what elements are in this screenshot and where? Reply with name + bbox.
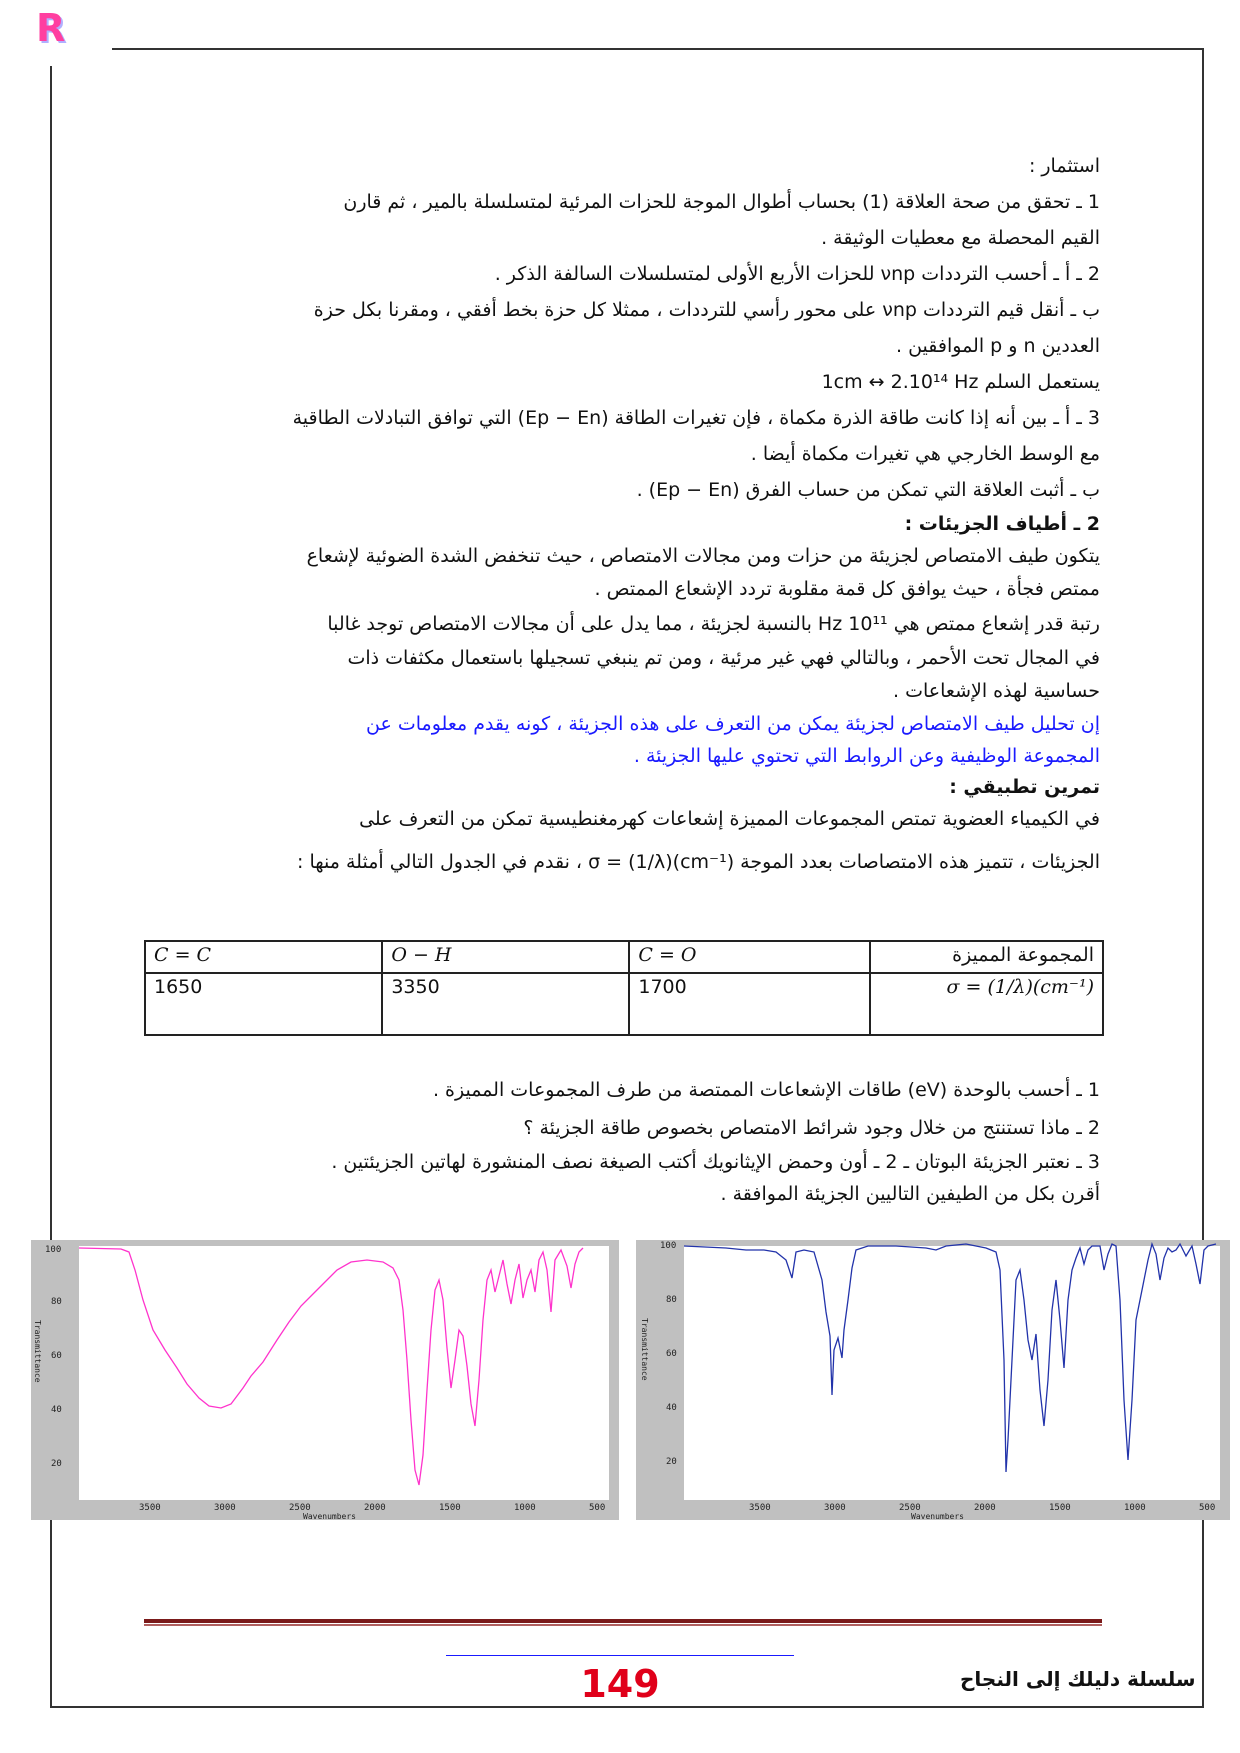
table-header-cell: O − H <box>382 941 629 973</box>
x-tick: 1500 <box>1049 1503 1071 1513</box>
text-line: الجزيئات ، تتميز هذه الامتصاصات بعدد الموجة σ = (1/λ)(cm⁻¹) ، نقدم في الجدول التالي أمثلة منها : <box>297 851 1100 873</box>
text-line: رتبة قدر إشعاع ممتص هي 10¹¹ Hz بالنسبة لجزيئة ، مما يدل على أن مجالات الامتصاص توجد غالبا <box>327 613 1100 635</box>
ir-spectrum-left <box>31 1240 619 1520</box>
x-tick: 3000 <box>214 1503 236 1513</box>
table-cell: 1700 <box>629 973 870 1035</box>
ir-spectrum-right <box>636 1240 1230 1520</box>
question-line: أقرن بكل من الطيفين التاليين الجزيئة الموافقة . <box>720 1183 1100 1205</box>
x-tick: 500 <box>1199 1503 1216 1513</box>
y-tick: 100 <box>45 1245 62 1255</box>
text-line: مع الوسط الخارجي هي تغيرات مكماة أيضا . <box>750 443 1100 465</box>
frame-top-border <box>112 48 1202 50</box>
table-header-cell: C = O <box>629 941 870 973</box>
question-line: 1 ـ أحسب بالوحدة (eV) طاقات الإشعاعات الممتصة من طرف المجموعات المميزة . <box>432 1079 1100 1101</box>
table-header-cell: المجموعة المميزة <box>870 941 1103 973</box>
table-cell: 3350 <box>382 973 629 1035</box>
x-tick: 2000 <box>974 1503 996 1513</box>
spectrum-left-svg <box>31 1240 619 1520</box>
y-axis-label: Transmittance <box>640 1318 649 1381</box>
y-tick: 40 <box>666 1403 677 1413</box>
section-heading: 2 ـ أطياف الجزيئات : <box>904 513 1100 535</box>
footer-rule-thick <box>144 1619 1102 1623</box>
text-line: العددين n و p الموافقين . <box>896 335 1100 357</box>
x-tick: 3500 <box>139 1503 161 1513</box>
text-line: يتكون طيف الامتصاص لجزيئة من حزات ومن مجالات الامتصاص ، حيث تنخفض الشدة الضوئية لإشعاع <box>306 545 1100 567</box>
plot-area <box>684 1246 1220 1500</box>
questions-block <box>150 1070 1100 1210</box>
text-line: ب ـ أثبت العلاقة التي تمكن من حساب الفرق (Ep − En) . <box>636 479 1100 501</box>
plot-area <box>79 1246 609 1500</box>
x-tick: 2500 <box>899 1503 921 1513</box>
logo-letter: R <box>36 6 66 50</box>
table-cell: 1650 <box>145 973 382 1035</box>
x-tick: 3500 <box>749 1503 771 1513</box>
y-tick: 40 <box>51 1405 62 1415</box>
table-header-cell: C = C <box>145 941 382 973</box>
text-line: في الكيمياء العضوية تمتص المجموعات المميزة إشعاعات كهرمغنطيسية تمكن من التعرف على <box>359 808 1100 830</box>
text-line: 3 ـ أ ـ بين أنه إذا كانت طاقة الذرة مكماة ، فإن تغيرات الطاقة (Ep − En) التي توافق التبادلات الطاقية <box>292 407 1100 429</box>
y-tick: 60 <box>666 1349 677 1359</box>
y-tick: 80 <box>666 1295 677 1305</box>
question-line: 2 ـ ماذا تستنتج من خلال وجود شرائط الامتصاص بخصوص طاقة الجزيئة ؟ <box>523 1117 1100 1139</box>
text-line: 1 ـ تحقق من صحة العلاقة (1) بحساب أطوال الموجة للحزات المرئية لمتسلسلة بالمير ، ثم قارن <box>343 191 1100 213</box>
x-axis-label: Wavenumbers <box>911 1512 964 1520</box>
text-line: ممتص فجأة ، حيث يوافق كل قمة مقلوبة تردد الإشعاع الممتص . <box>594 578 1100 600</box>
highlight-line: المجموعة الوظيفية وعن الروابط التي تحتوي عليها الجزيئة . <box>633 745 1100 767</box>
x-axis-label: Wavenumbers <box>303 1512 356 1520</box>
text-line: ب ـ أنقل قيم الترددات νnp على محور رأسي للترددات ، ممثلا كل حزة بخط أفقي ، ومقرنا بكل حزة <box>313 299 1100 321</box>
text-line: في المجال تحت الأحمر ، وبالتالي فهي غير مرئية ، ومن تم ينبغي تسجيلها باستعمال مكثفات ذات <box>347 647 1100 669</box>
x-tick: 2500 <box>289 1503 311 1513</box>
x-tick: 1000 <box>514 1503 536 1513</box>
series-title: سلسلة دليلك إلى النجاح <box>960 1667 1196 1691</box>
y-tick: 60 <box>51 1351 62 1361</box>
exercise-heading: تمرين تطبيقي : <box>949 776 1100 798</box>
x-tick: 1500 <box>439 1503 461 1513</box>
y-tick: 20 <box>51 1459 62 1469</box>
groups-table <box>144 940 1104 1036</box>
frame-bottom-border <box>50 1706 1204 1708</box>
page-body <box>150 148 1100 888</box>
table-row-label: σ = (1/λ)(cm⁻¹) <box>870 973 1103 1035</box>
footer-rule-short <box>446 1655 794 1656</box>
text-line: استثمار : <box>1028 155 1100 177</box>
highlight-line: إن تحليل طيف الامتصاص لجزيئة يمكن من التعرف على هذه الجزيئة ، كونه يقدم معلومات عن <box>366 713 1100 735</box>
y-tick: 100 <box>660 1241 677 1251</box>
question-line: 3 ـ نعتبر الجزيئة البوتان ـ 2 ـ أون وحمض الإيثانويك أكتب الصيغة نصف المنشورة لهاتين الجزيئتين . <box>331 1151 1100 1173</box>
page-number: 149 <box>580 1662 660 1706</box>
text-line: 2 ـ أ ـ أحسب الترددات νnp للحزات الأربع الأولى لمتسلسلات السالفة الذكر . <box>494 263 1100 285</box>
spectrum-right-svg <box>636 1240 1230 1520</box>
footer-rule-thin <box>144 1624 1102 1626</box>
x-tick: 3000 <box>824 1503 846 1513</box>
text-line: حساسية لهذه الإشعاعات . <box>893 680 1100 702</box>
y-axis-label: Transmittance <box>33 1320 42 1383</box>
text-line: القيم المحصلة مع معطيات الوثيقة . <box>821 227 1100 249</box>
x-tick: 2000 <box>364 1503 386 1513</box>
y-tick: 80 <box>51 1297 62 1307</box>
text-line: يستعمل السلم 1cm ↔ 2.10¹⁴ Hz <box>821 371 1100 393</box>
x-tick: 1000 <box>1124 1503 1146 1513</box>
x-tick: 500 <box>589 1503 606 1513</box>
y-tick: 20 <box>666 1457 677 1467</box>
